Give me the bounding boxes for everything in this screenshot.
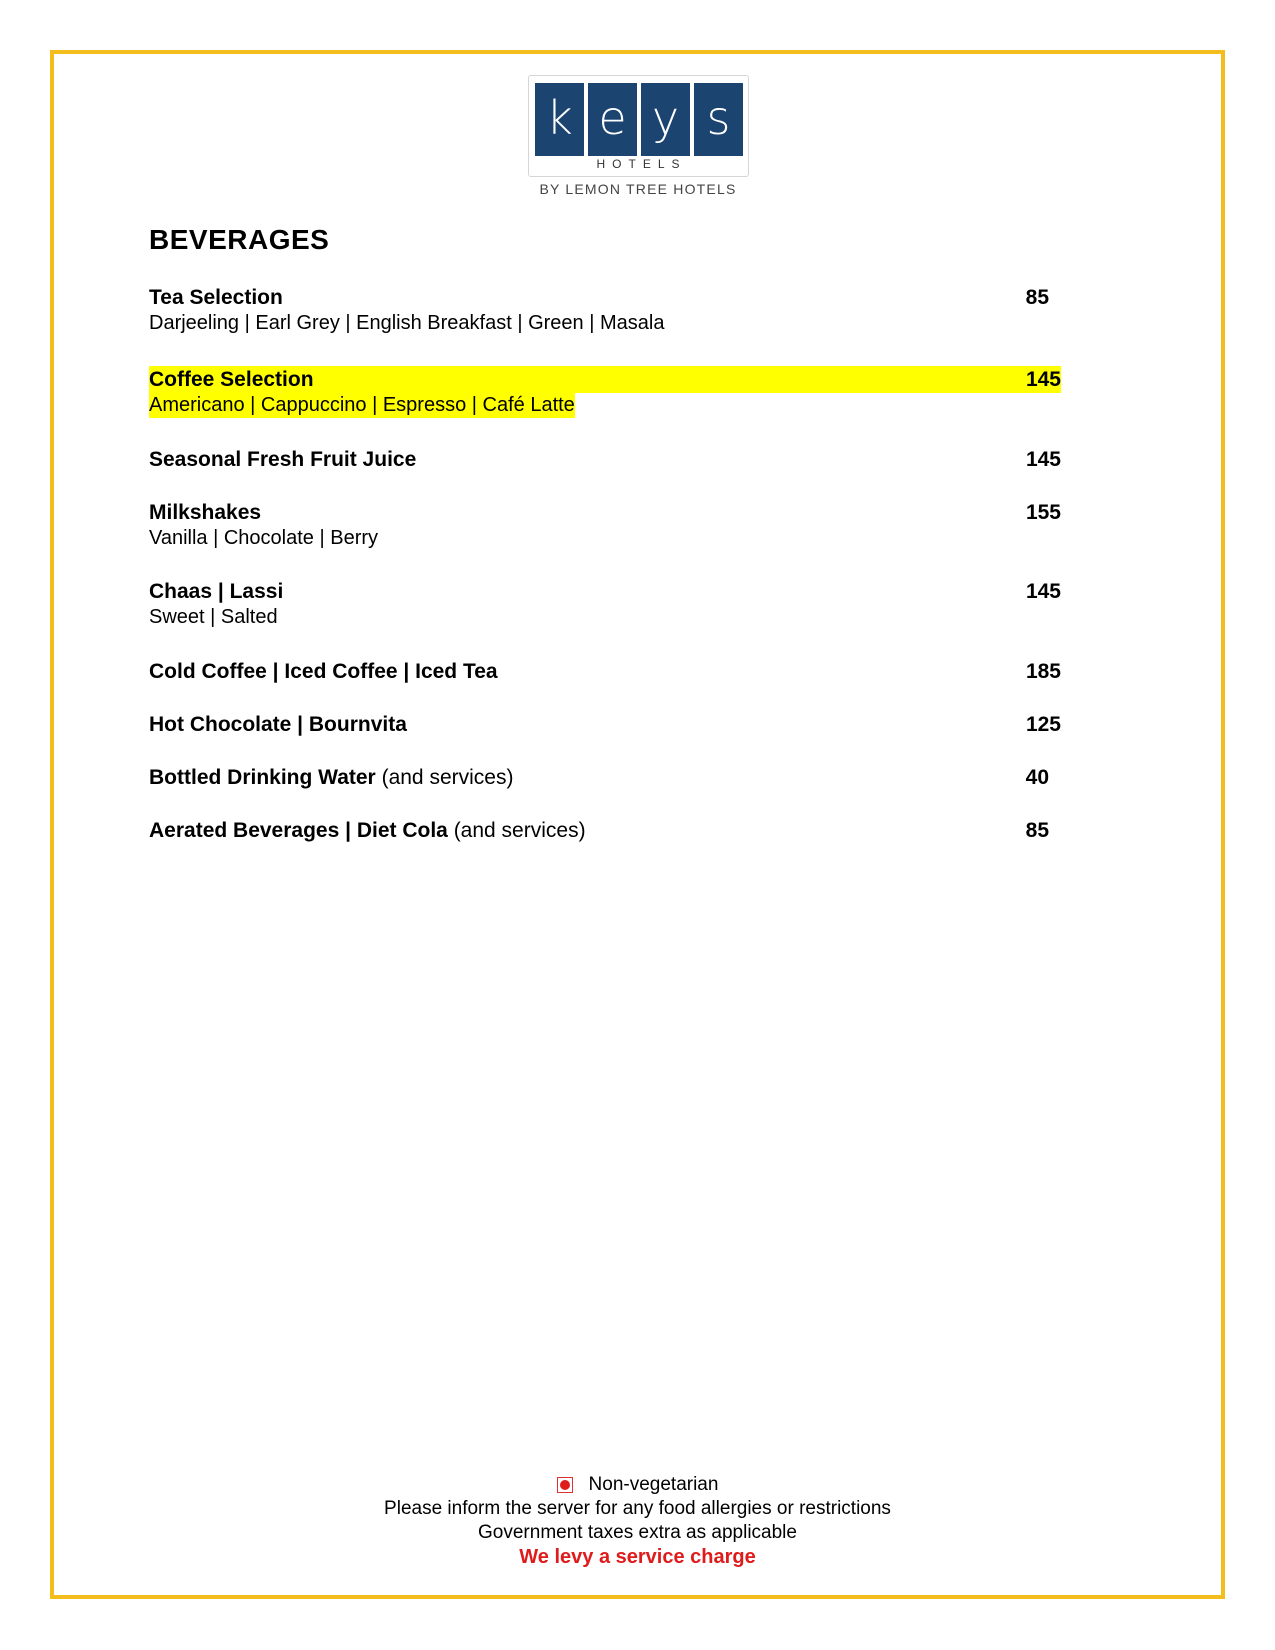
item-note: (and services) [381, 766, 514, 789]
logo-letter: y [651, 90, 680, 145]
menu-item [149, 817, 1061, 844]
item-name: Chaas | Lassi [149, 580, 284, 603]
item-price: 125 [1025, 713, 1061, 736]
item-name-text: Bottled Drinking Water [149, 766, 376, 789]
item-price: 145 [1025, 368, 1061, 391]
highlight-bar [149, 366, 1061, 393]
menu-item [149, 711, 1061, 738]
item-description: Americano | Cappuccino | Espresso | Café Latte [149, 394, 575, 416]
item-price: 145 [1025, 580, 1061, 603]
item-name-text: Aerated Beverages | Diet Cola [149, 819, 448, 842]
logo-tile [588, 83, 637, 156]
logo-tiles [535, 83, 743, 156]
item-description: Sweet | Salted [149, 606, 278, 628]
menu-item-highlighted [149, 366, 1061, 418]
menu-item [149, 764, 1061, 791]
logo-tile [694, 83, 743, 156]
item-price: 185 [1025, 660, 1061, 683]
item-name: Tea Selection [149, 286, 283, 309]
item-name [149, 766, 513, 789]
menu-item [149, 578, 1061, 630]
legend-label: Non-vegetarian [588, 1474, 719, 1495]
logo-letter: k [546, 90, 573, 145]
item-name: Milkshakes [149, 501, 262, 524]
non-veg-icon [557, 1477, 573, 1493]
logo-letter: s [706, 90, 731, 145]
menu-item [149, 499, 1061, 551]
item-name: Hot Chocolate | Bournvita [149, 713, 407, 736]
legend [0, 1473, 1275, 1497]
keys-hotels-logo [528, 75, 749, 177]
logo-subtitle: HOTELS [596, 157, 687, 171]
item-price: 40 [1025, 766, 1049, 789]
item-price: 155 [1025, 501, 1061, 524]
item-price: 85 [1025, 819, 1049, 842]
item-name: Seasonal Fresh Fruit Juice [149, 448, 417, 471]
tax-note: Government taxes extra as applicable [478, 1522, 797, 1543]
menu-item [149, 284, 1061, 336]
logo-tile [535, 83, 584, 156]
item-price: 85 [1025, 286, 1049, 309]
item-name [149, 819, 586, 842]
menu-item [149, 658, 1061, 685]
service-charge-note: We levy a service charge [519, 1546, 756, 1568]
item-description: Darjeeling | Earl Grey | English Breakfast | Green | Masala [149, 312, 665, 334]
item-price: 145 [1025, 448, 1061, 471]
item-name: Cold Coffee | Iced Coffee | Iced Tea [149, 660, 498, 683]
logo-tile [641, 83, 690, 156]
allergy-note: Please inform the server for any food allergies or restrictions [384, 1498, 891, 1519]
item-description: Vanilla | Chocolate | Berry [149, 527, 379, 549]
logo-tagline: BY LEMON TREE HOTELS [539, 181, 737, 197]
item-note: (and services) [453, 819, 586, 842]
menu-title: BEVERAGES [149, 224, 330, 255]
menu-footer [0, 1473, 1275, 1569]
item-name: Coffee Selection [149, 368, 314, 391]
menu-item [149, 446, 1061, 473]
logo-letter: e [598, 90, 627, 145]
